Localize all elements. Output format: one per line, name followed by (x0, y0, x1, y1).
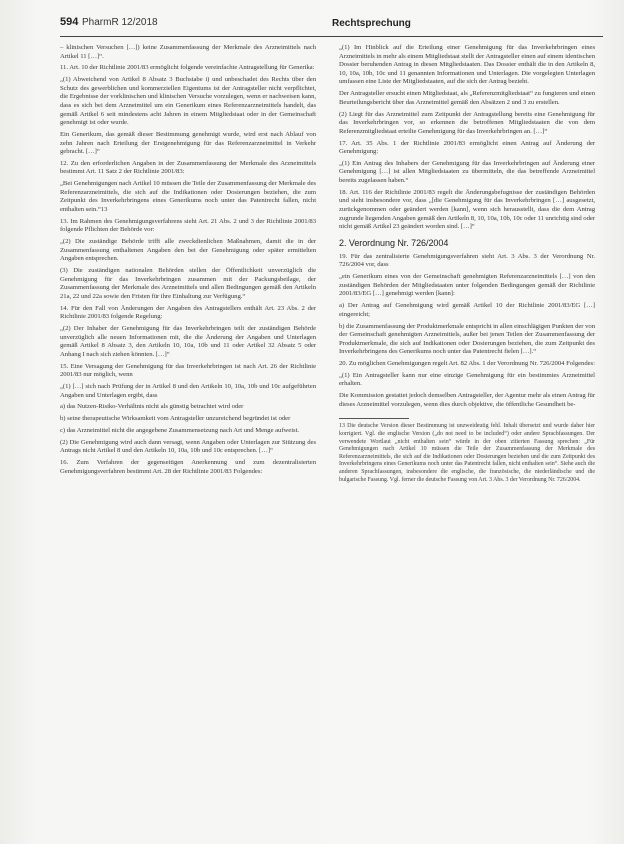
paragraph: 11. Art. 10 der Richtlinie 2001/83 ermöglicht folgende vereinfachte Antragstellung für Generika: (60, 64, 315, 72)
paragraph: „(2) Die zuständige Behörde trifft alle zweckdienlichen Maßnahmen, damit die in der Zusammenfassung enthaltenen Angaben den bei der Genehmigung oder später ermittelten Angaben entsprechen. (60, 238, 316, 263)
paragraph: 14. Für den Fall von Änderungen der Angaben des Antragstellers enthält Art. 23 Abs. 2 der Richtlinie 2001/83 folgende Regelung: (60, 304, 316, 321)
paragraph: „ein Generikum eines von der Gemeinschaft genehmigten Referenzarzneimittels […] von den zuständigen Behörden der Mitgliedstaaten unter folgenden Bedingungen gemäß der Richtlinie 2001/83/EG […] genehmigt werden [kann]: (339, 273, 595, 298)
paragraph: Die Kommission gestattet jedoch demselben Antragsteller, der Agentur mehr als einen Antrag für dieses Arzneimittel vorzulegen, wenn dies durch objektive, die öffentliche Gesundheit be- (339, 392, 595, 408)
section-heading: 2. Verordnung Nr. 726/2004 (339, 237, 449, 248)
paragraph: c) das Arzneimittel nicht die angegebene Zusammensetzung nach Art und Menge aufweist. (60, 426, 300, 434)
footnote: 13 Die deutsche Version dieser Bestimmung ist unzweideutig fehl. Inhalt übersetzt und wurde daher hier korrigiert. Vgl. die englische Version („do not need to be included“) oder andere Sprachfassungen. Der verwendete Wortlaut „nicht enthalten sein“ würde in der oben zitierten Fassung sprechen: „Für Genehmigungen nach Artikel 10 müssen die Teile der Zusammenfassung der Merkmale des Referenzarzneimittels, die sich auf die Indikationen oder Dosierungen beziehen und die zum Zeitpunkt des Inverkehrbringens eines Generikums noch unter das Patentrecht fallen, nicht enthalten sein“. Siehe auch die anderen Sprachfassungen, insbesondere die englische, die französische, die niederländische und die bulgarische Fassung. Vgl. ferner die deutsche Fassung von Art. 3 Abs. 3 der Verordnung Nr. 726/2004. (339, 423, 595, 483)
paragraph: 16. Zum Verfahren der gegenseitigen Anerkennung und zum dezentralisierten Genehmigungsverfahren bestimmt Art. 28 der Richtlinie 2001/83 Folgendes: (60, 459, 316, 475)
journal-citation: PharmR 12/2018 (82, 17, 158, 28)
paragraph: Der Antragsteller ersucht einen Mitgliedstaat, als „Referenzmitgliedstaat“ zu fungieren und einen Beurteilungsbericht über das Arzneimittel gemäß den Absätzen 2 und 3 zu erstellen. (339, 90, 595, 106)
paragraph: 17. Art. 35 Abs. 1 der Richtlinie 2001/83 ermöglicht einen Antrag auf Änderung der Genehmigung: (339, 139, 595, 156)
page-header (60, 14, 603, 37)
paragraph: „(1) Ein Antragsteller kann nur eine einzige Genehmigung für ein bestimmtes Arzneimittel erhalten. (339, 371, 595, 388)
paragraph: 20. Zu möglichen Genehmigungen regelt Art. 82 Abs. 1 der Verordnung Nr. 726/2004 Folgendes: (339, 360, 595, 368)
paragraph: b) die Zusammenfassung der Produktmerkmale entspricht in allen einschlägigen Punkten der von der Gemeinschaft genehmigten Arzneimittels, außer bei jenen Teilen der Zusammenfassung der Produktmerkmale, die sich auf Indikationen oder Dosierungen beziehen, die zum Zeitpunkt des Inverkehrbringens des Generikums noch unter das Patentrecht fielen […].“ (339, 322, 595, 356)
paragraph: „(1) Abweichend von Artikel 8 Absatz 3 Buchstabe i) und unbeschadet des Rechts über den Schutz des gewerblichen und kommerziellen Eigentums ist der Antragsteller nicht verpflichtet, die Ergebnisse der vorklinischen und klinischen Versuche vorzulegen, wenn er nachweisen kann, dass es sich bei dem Arzneimittel um ein Generikum eines Referenzarzneimittels handelt, das gemäß Artikel 6 seit mindestens acht Jahren in einem Mitgliedstaat oder in der Gemeinschaft genehmigt ist oder wurde. (60, 76, 316, 127)
paragraph: (2) Liegt für das Arzneimittel zum Zeitpunkt der Antragstellung bereits eine Genehmigung für das Inverkehrbringen vor, so erkennen die betroffenen Mitgliedstaaten die von dem Referenzmitgliedstaat erteilte Genehmigung für das Inverkehrbringen an. […]“ (339, 110, 595, 135)
paragraph: 15. Eine Versagung der Genehmigung für das Inverkehrbringen ist nach Art. 26 der Richtlinie 2001/83 nur möglich, wenn (60, 362, 316, 379)
footnote-divider (339, 418, 409, 419)
paragraph: 19. Für das zentralisierte Genehmigungsverfahren sieht Art. 3 Abs. 3 der Verordnung Nr. 726/2004 vor, dass (339, 252, 595, 269)
paragraph: 18. Art. 116 der Richtlinie 2001/83 regelt die Änderungsbefugnisse der zuständigen Behörden und sieht insbesondere vor, dass „[die Genehmigung für das Inverkehrbringen […] ausgesetzt, zurückgenommen oder geändert werden [kann], wenn sich herausstellt, dass die dem Antrag zugrunde liegenden Angaben gemäß den Artikeln 8, 10, 10a, 10b, 10c oder 11 unrichtig sind oder nicht gemäß Artikel 23 geändert worden sind. […]“ (339, 188, 595, 231)
paragraph: (3) Die zuständigen nationalen Behörden stellen der Öffentlichkeit unverzüglich die Genehmigung für das Inverkehrbringen zusammen mit der Packungsbeilage, der Zusammenfassung der Merkmale des Arzneimittels und allen Bedingungen gemäß den Artikeln 21a, 22 und 22a sowie den Fristen für ihre Einhaltung zur Verfügung.“ (60, 267, 316, 300)
paragraph: – klinischen Versuchen […]) keine Zusammenfassung der Merkmale des Arzneimittels nach Artikel 11 […]“. (60, 44, 316, 60)
paragraph: b) seine therapeutische Wirksamkeit vom Antragsteller unzureichend begründet ist oder (60, 415, 291, 423)
paragraph: a) Der Antrag auf Genehmigung wird gemäß Artikel 10 der Richtlinie 2001/83/EG […] eingereicht; (339, 302, 595, 318)
paragraph: „Bei Genehmigungen nach Artikel 10 müssen die Teile der Zusammenfassung der Merkmale des Referenzarzneimittels, die sich auf die Indikationen oder Dosierungen beziehen, die zum Zeitpunkt des Inverkehrbringens eines Generikums noch unter das Patentrecht fallen, nicht enthalten sein.“13 (60, 180, 316, 214)
paragraph: a) das Nutzen-Risiko-Verhältnis nicht als günstig betrachtet wird oder (60, 403, 244, 411)
paragraph: Ein Generikum, das gemäß dieser Bestimmung genehmigt wurde, wird erst nach Ablauf von zehn Jahren nach Erteilung der Erstgenehmigung für das Referenzarzneimittel in Verkehr gebracht. […]“ (60, 130, 316, 156)
paragraph: „(2) Der Inhaber der Genehmigung für das Inverkehrbringen teilt der zuständigen Behörde unverzüglich alle neuen Informationen mit, die die Änderung der Angaben und Unterlagen gemäß Artikel 8 Absatz 3, den Artikeln 10, 10a, 10b und 11 oder Artikel 32 Absatz 5 oder Anhang I nach sich ziehen könnten. […]“ (60, 325, 316, 358)
paragraph: „(1) Ein Antrag des Inhabers der Genehmigung für das Inverkehrbringen auf Änderung einer Genehmigung […] ist allen Mitgliedstaaten zu übermitteln, die das betreffende Arzneimittel bereits zugelassen haben.“ (339, 159, 595, 185)
paragraph: „(1) […] sich nach Prüfung der in Artikel 8 und den Artikeln 10, 10a, 10b und 10c aufgeführten Angaben und Unterlagen ergibt, dass (60, 383, 316, 399)
paragraph: (2) Die Genehmigung wird auch dann versagt, wenn Angaben oder Unterlagen zur Stützung des Antrags nicht Artikel 8 und den Artikeln 10, 10a, 10b und 10c entsprechen. […]“ (60, 438, 316, 455)
right-column (339, 44, 595, 487)
section-title: Rechtsprechung (332, 18, 411, 29)
left-column (60, 44, 316, 480)
paragraph: „(1) Im Hinblick auf die Erteilung einer Genehmigung für das Inverkehrbringen eines Arzneimittels in mehr als einem Mitgliedstaat stellt der Antragsteller einen auf einem identischen Dossier beruhenden Antrag in diesen Mitgliedstaaten. Das Dossier enthält die in den Artikeln 8, 10, 10a, 10b, 10c und 11 genannten Informationen und Unterlagen. Die vorgelegten Unterlagen umfassen eine Liste der Mitgliedstaaten, auf die sich der Antrag bezieht. (339, 44, 595, 86)
paragraph: 12. Zu den erforderlichen Angaben in der Zusammenfassung der Merkmale des Arzneimittels bestimmt Art. 11 Satz 2 der Richtlinie 2001/83: (60, 159, 316, 176)
page-number: 594 (60, 16, 79, 28)
paragraph: 13. Im Rahmen des Genehmigungsverfahrens sieht Art. 21 Abs. 2 und 3 der Richtlinie 2001/83 folgende Pflichten der Behörde vor: (60, 217, 316, 234)
